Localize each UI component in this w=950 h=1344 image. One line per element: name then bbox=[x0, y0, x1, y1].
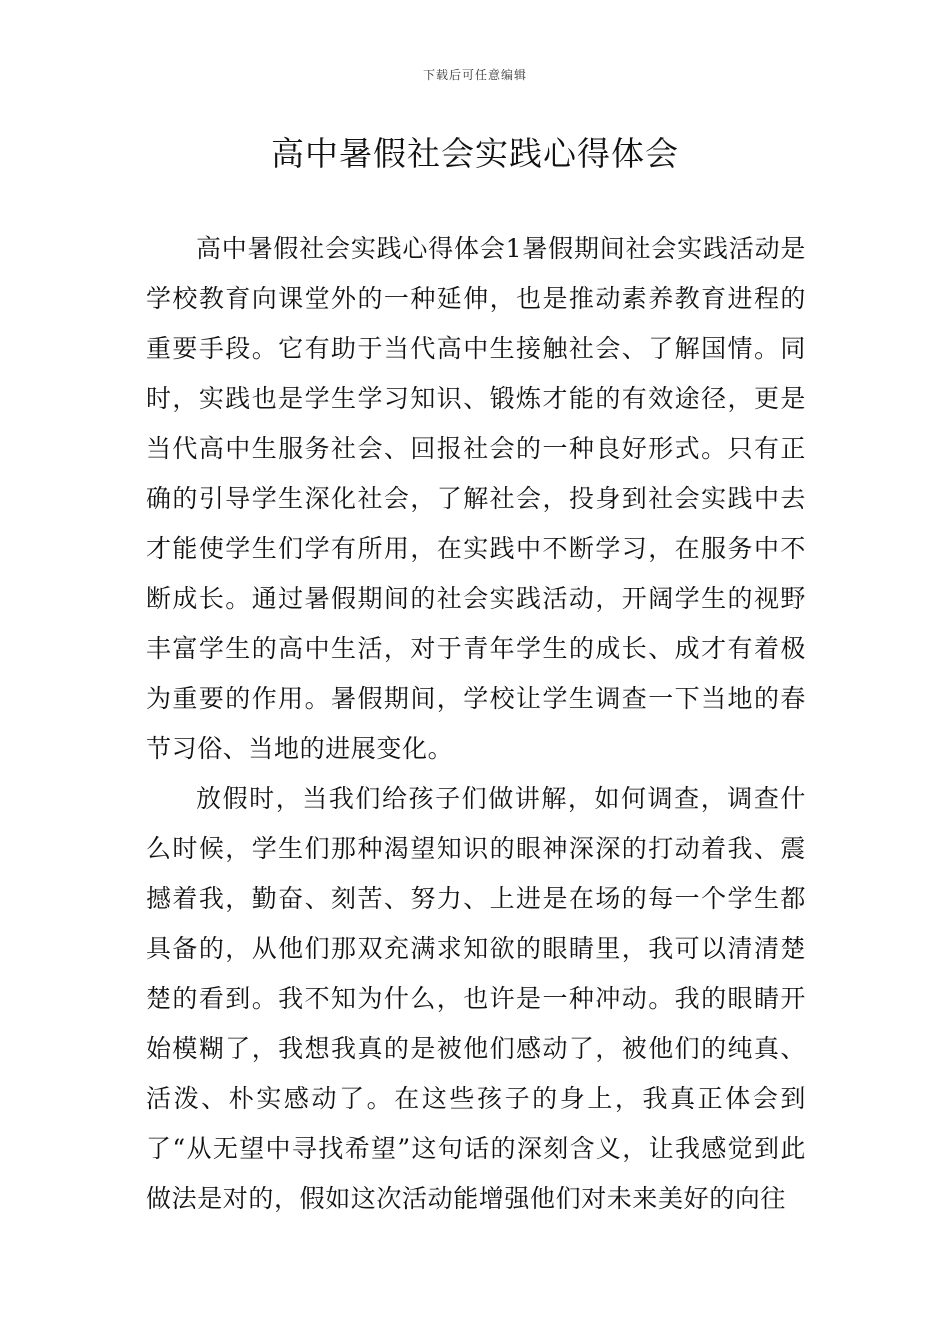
paragraph-2: 放假时，当我们给孩子们做讲解，如何调查，调查什么时候，学生们那种渴望知识的眼神深深的打动着我、震撼着我，勤奋、刻苦、努力、上进是在场的每一个学生都具备的，从他们那双充满求知欲的眼睛里，我可以清清楚楚的看到。我不知为什么，也许是一种冲动。我的眼睛开始模糊了，我想我真的是被他们感动了，被他们的纯真、活泼、朴实感动了。在这些孩子的身上，我真正体会到了“从无望中寻找希望”这句话的深刻含义，让我感觉到此做法是对的，假如这次活动能增强他们对未来美好的向往 bbox=[146, 784, 806, 1213]
document-body bbox=[146, 224, 806, 1224]
header-note: 下载后可任意编辑 bbox=[422, 68, 527, 82]
paragraph-1: 高中暑假社会实践心得体会1暑假期间社会实践活动是学校教育向课堂外的一种延伸，也是推动素养教育进程的重要手段。它有助于当代高中生接触社会、了解国情。同时，实践也是学生学习知识、锻炼才能的有效途径，更是当代高中生服务社会、回报社会的一种良好形式。只有正确的引导学生深化社会，了解社会，投身到社会实践中去才能使学生们学有所用，在实践中不断学习，在服务中不断成长。通过暑假期间的社会实践活动，开阔学生的视野丰富学生的高中生活，对于青年学生的成长、成才有着极为重要的作用。暑假期间，学校让学生调查一下当地的春节习俗、当地的进展变化。 bbox=[146, 234, 806, 763]
document-title: 高中暑假社会实践心得体会 bbox=[271, 134, 679, 173]
